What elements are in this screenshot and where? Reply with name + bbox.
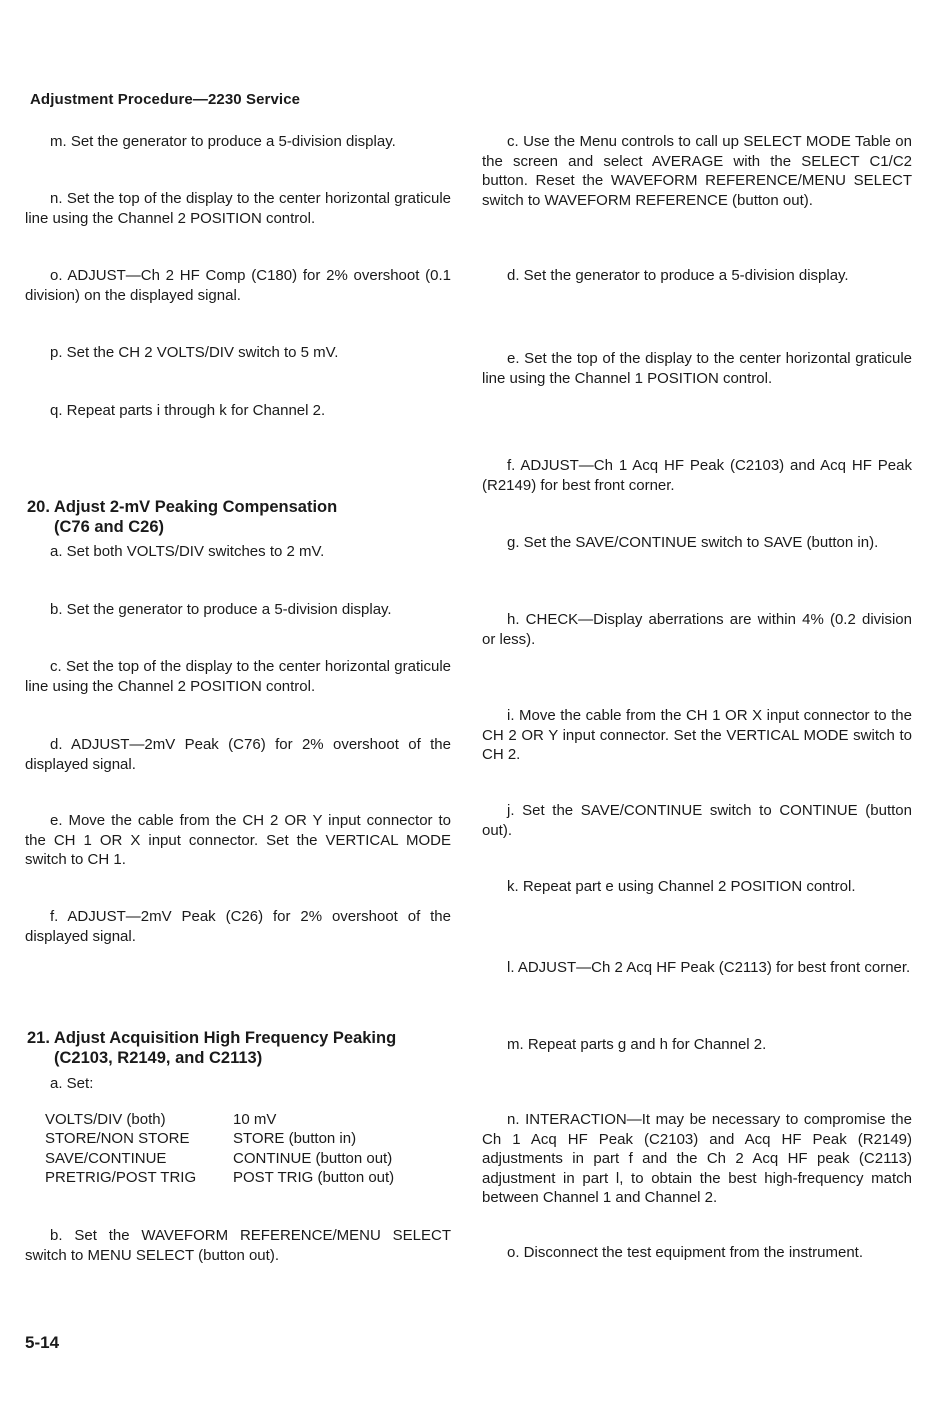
s21-step-i: i. Move the cable from the CH 1 OR X input connector to the CH 2 OR Y input connector. Set the VERTICAL MODE switch to CH 2.	[482, 707, 912, 763]
s21-step-o: o. Disconnect the test equipment from the instrument.	[507, 1244, 864, 1261]
s21-step-b: b. Set the WAVEFORM REFERENCE/MENU SELECT switch to MENU SELECT (button out).	[25, 1227, 451, 1264]
setting-value: 10 mV	[233, 1111, 277, 1128]
section-21-heading	[27, 1028, 457, 1068]
s21-step-h: h. CHECK—Display aberrations are within 4% (0.2 division or less).	[482, 611, 912, 648]
settings-row	[45, 1168, 394, 1187]
s21-step-m: m. Repeat parts g and h for Channel 2.	[507, 1036, 767, 1053]
s21-step-n: n. INTERACTION—It may be necessary to compromise the Ch 1 Acq HF Peak (C2103) and Acq HF Peak (R2149) adjustments in part f and the Ch 2 Acq HF peak (C2113) adjustment in part l, to obtain the best high-frequency match between Channel 1 and Channel 2.	[482, 1111, 912, 1206]
section-20-title-line1: 20. Adjust 2-mV Peaking Compensation	[27, 498, 338, 516]
settings-row	[45, 1149, 394, 1168]
page-number: 5-14	[25, 1333, 60, 1352]
s21-step-c: c. Use the Menu controls to call up SELECT MODE Table on the screen and select AVERAGE with the SELECT C1/C2 button. Reset the WAVEFORM REFERENCE/MENU SELECT switch to WAVEFORM REFERENCE (button out).	[482, 133, 912, 209]
setting-key: STORE/NON STORE	[45, 1130, 190, 1148]
step-n: n. Set the top of the display to the center horizontal graticule line using the Channel 2 POSITION control.	[25, 190, 451, 227]
s21-step-k: k. Repeat part e using Channel 2 POSITION control.	[507, 878, 856, 895]
step-m: m. Set the generator to produce a 5-division display.	[50, 133, 396, 150]
setting-key: SAVE/CONTINUE	[45, 1149, 167, 1167]
s20-step-d: d. ADJUST—2mV Peak (C76) for 2% overshoot of the displayed signal.	[25, 736, 451, 773]
s21-step-g: g. Set the SAVE/CONTINUE switch to SAVE (button in).	[507, 534, 879, 551]
s20-step-b: b. Set the generator to produce a 5-division display.	[50, 601, 392, 618]
step-p: p. Set the CH 2 VOLTS/DIV switch to 5 mV.	[50, 344, 339, 361]
settings-row	[45, 1129, 394, 1148]
setting-value: STORE (button in)	[233, 1130, 357, 1148]
s21-step-e: e. Set the top of the display to the center horizontal graticule line using the Channel 1 POSITION control.	[482, 350, 912, 387]
s21-step-d: d. Set the generator to produce a 5-division display.	[507, 267, 849, 284]
section-20-heading	[27, 497, 457, 537]
section-21-title-line1: 21. Adjust Acquisition High Frequency Peaking	[27, 1029, 397, 1047]
s21-step-j: j. Set the SAVE/CONTINUE switch to CONTINUE (button out).	[482, 802, 912, 839]
s21-step-l: l. ADJUST—Ch 2 Acq HF Peak (C2113) for best front corner.	[507, 959, 911, 976]
settings-row	[45, 1110, 394, 1129]
setting-key: PRETRIG/POST TRIG	[45, 1168, 197, 1186]
section-20-title-line2: (C76 and C26)	[54, 518, 165, 536]
s21-step-a: a. Set:	[50, 1075, 94, 1092]
s20-step-c: c. Set the top of the display to the center horizontal graticule line using the Channel 2 POSITION control.	[25, 658, 451, 695]
page-header: Adjustment Procedure—2230 Service	[30, 91, 301, 108]
s21-step-f: f. ADJUST—Ch 1 Acq HF Peak (C2103) and Acq HF Peak (R2149) for best front corner.	[482, 457, 912, 494]
s20-step-a: a. Set both VOLTS/DIV switches to 2 mV.	[50, 543, 325, 560]
step-o: o. ADJUST—Ch 2 HF Comp (C180) for 2% overshoot (0.1 division) on the displayed signal.	[25, 267, 451, 304]
step-q: q. Repeat parts i through k for Channel 2.	[50, 402, 326, 419]
s20-step-f: f. ADJUST—2mV Peak (C26) for 2% overshoot of the displayed signal.	[25, 908, 451, 945]
s20-step-e: e. Move the cable from the CH 2 OR Y input connector to the CH 1 OR X input connector. Set the VERTICAL MODE switch to CH 1.	[25, 812, 451, 868]
settings-table	[45, 1110, 394, 1187]
section-21-title-line2: (C2103, R2149, and C2113)	[54, 1049, 263, 1067]
setting-key: VOLTS/DIV (both)	[45, 1111, 166, 1128]
setting-value: POST TRIG (button out)	[233, 1168, 395, 1186]
setting-value: CONTINUE (button out)	[233, 1149, 393, 1167]
